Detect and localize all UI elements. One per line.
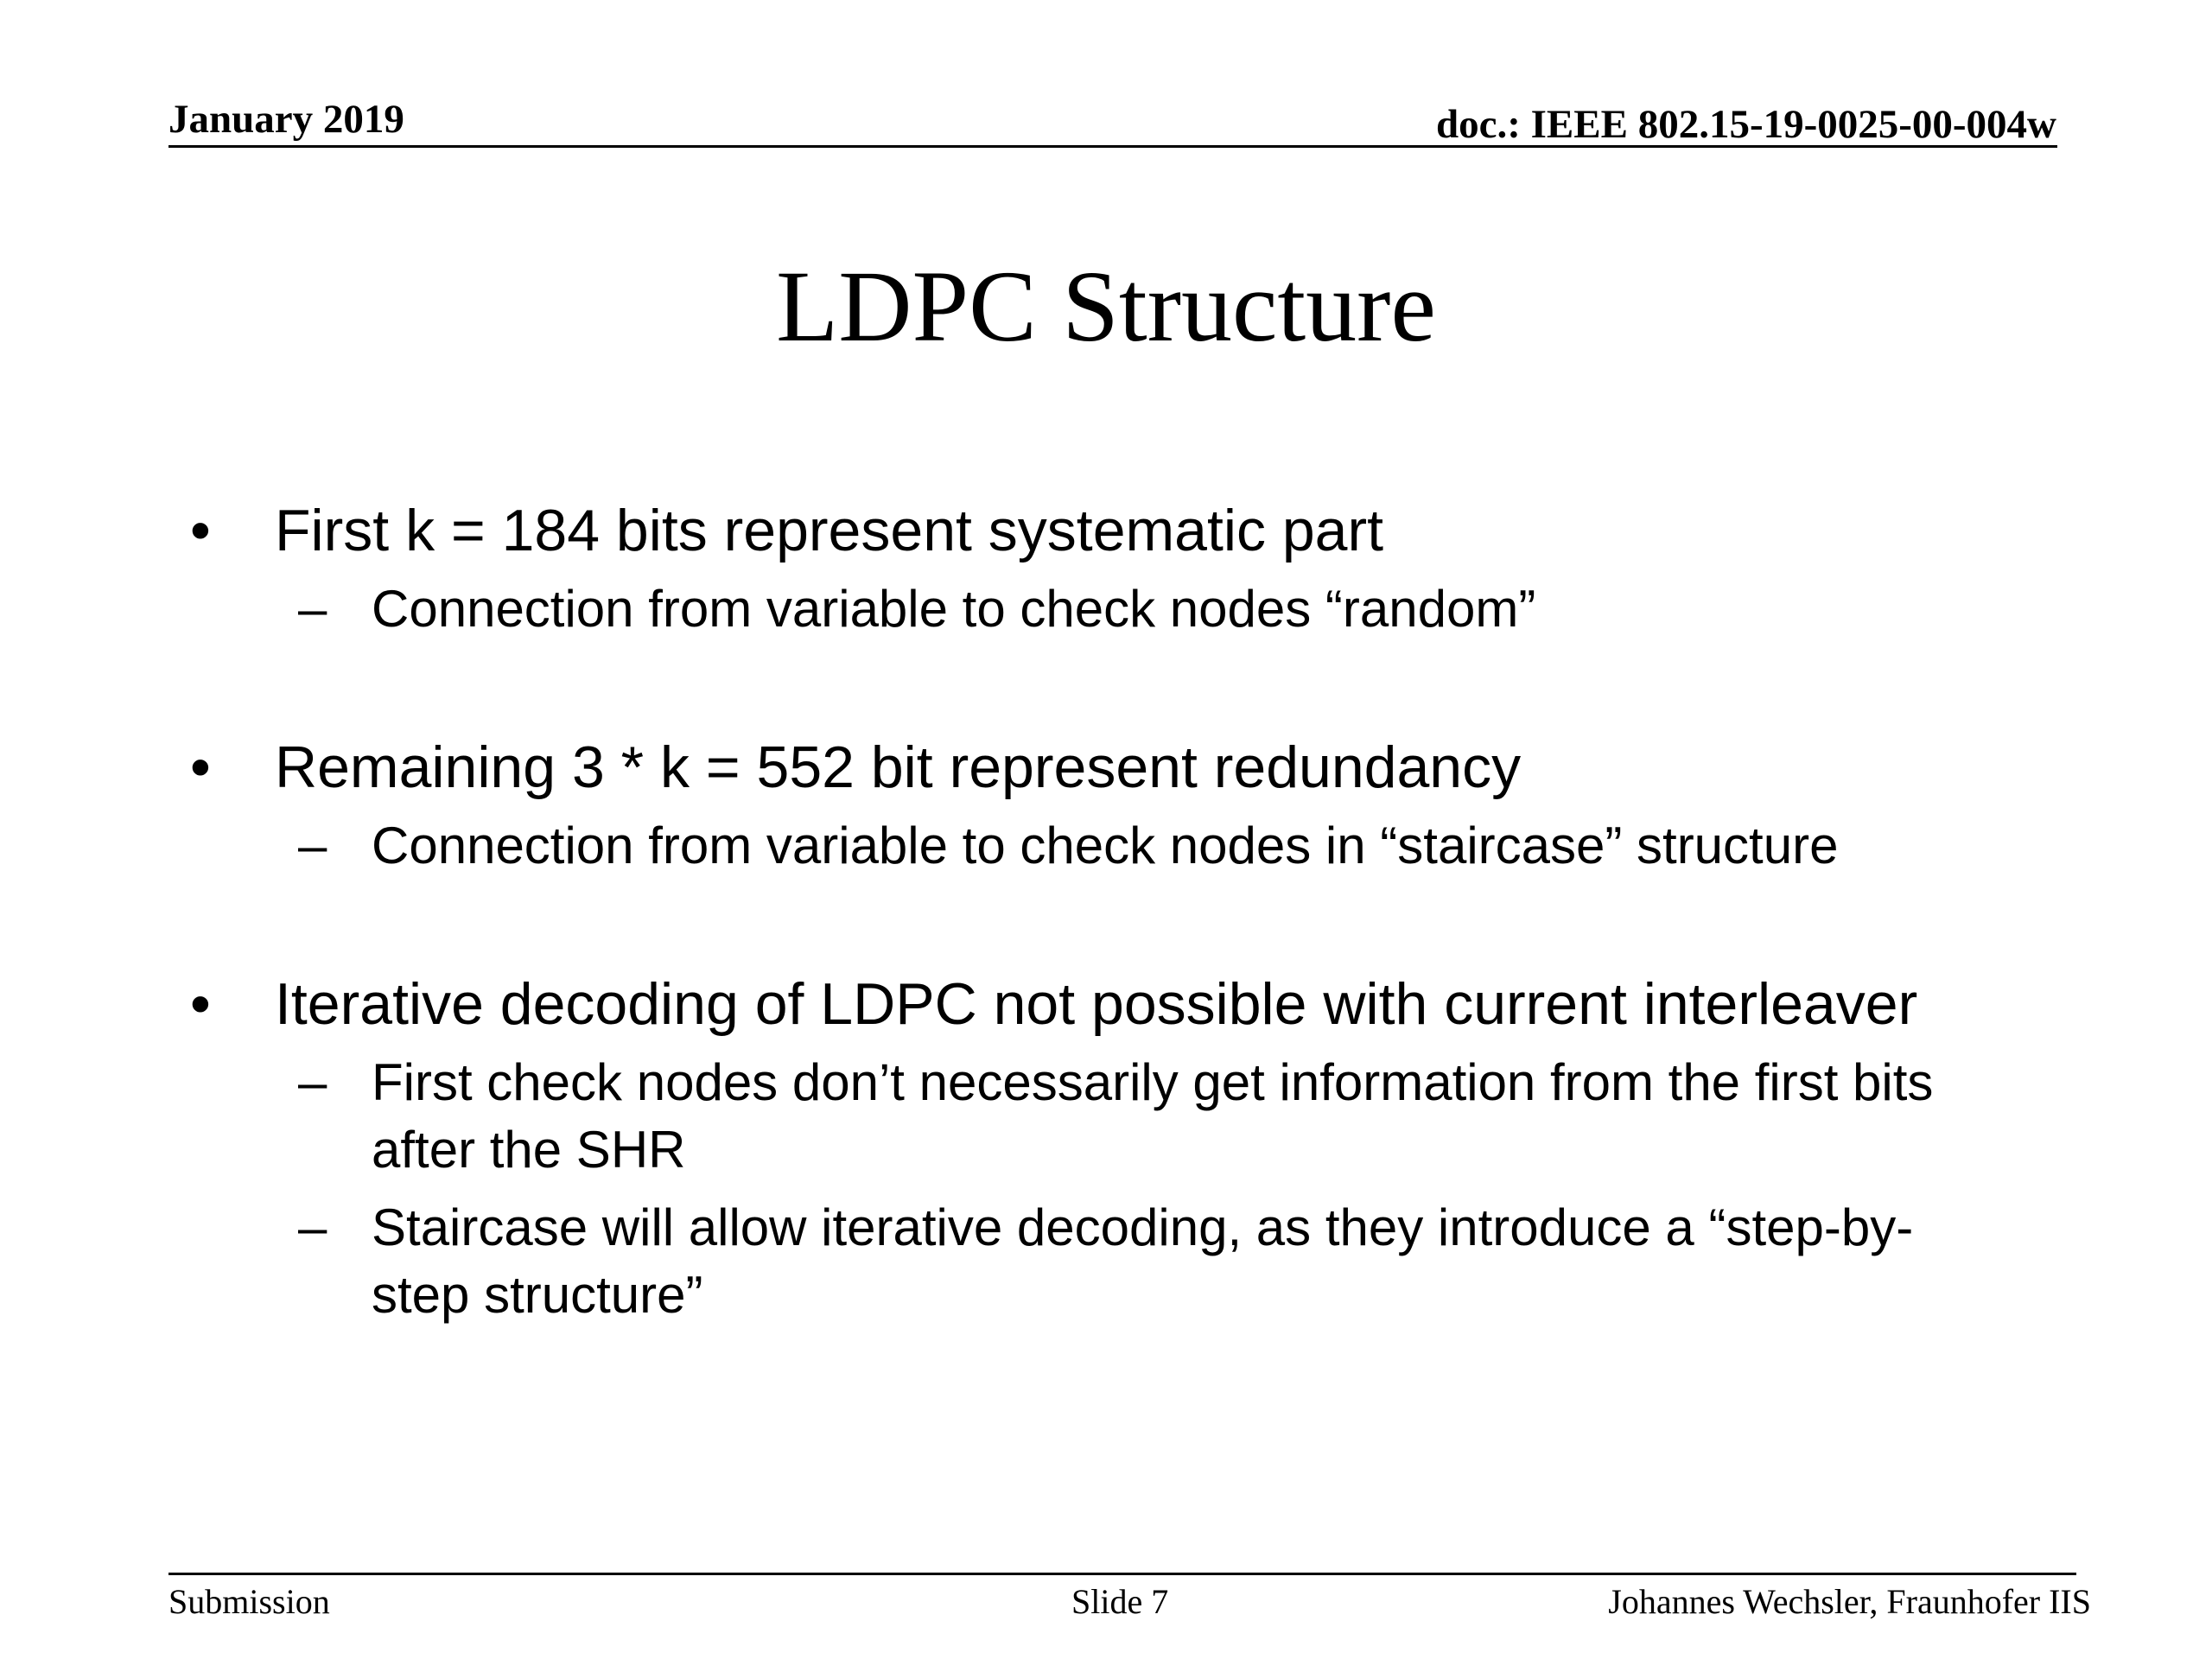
sub-bullet-item bbox=[181, 1194, 1970, 1329]
bullet-block bbox=[181, 729, 2082, 880]
bullet-block bbox=[181, 966, 2082, 1329]
bullet-marker: • bbox=[190, 734, 211, 800]
sub-bullet-marker: – bbox=[298, 1053, 327, 1111]
bullet-marker: • bbox=[190, 498, 211, 563]
bullet-block bbox=[181, 493, 2082, 643]
footer-slide-number: Slide 7 bbox=[1071, 1582, 1169, 1621]
bullet-text: First k = 184 bits represent systematic part bbox=[275, 498, 1384, 563]
header-doc-id: doc.: IEEE 802.15-19-0025-00-004w bbox=[1435, 102, 2056, 147]
sub-bullet-text: First check nodes don’t necessarily get information from the first bits after the SHR bbox=[372, 1053, 1934, 1179]
header-date: January 2019 bbox=[168, 97, 404, 142]
footer-submission: Submission bbox=[168, 1582, 330, 1621]
bullet-item bbox=[181, 493, 2082, 569]
bullet-text: Remaining 3 * k = 552 bit represent redundancy bbox=[275, 734, 1522, 800]
footer-divider bbox=[168, 1573, 2076, 1575]
header-divider bbox=[168, 145, 2057, 148]
sub-bullet-text: Staircase will allow iterative decoding, as they introduce a “step-by-step structure” bbox=[372, 1198, 1914, 1324]
slide-body bbox=[181, 493, 2082, 1329]
sub-bullet-text: Connection from variable to check nodes in “staircase” structure bbox=[372, 817, 1839, 874]
bullet-marker: • bbox=[190, 971, 211, 1037]
bullet-item bbox=[181, 966, 2082, 1042]
footer-author: Johannes Wechsler, Fraunhofer IIS bbox=[1608, 1582, 2091, 1621]
sub-bullet-item bbox=[181, 812, 1970, 880]
bullet-item bbox=[181, 729, 2082, 805]
sub-bullet-marker: – bbox=[298, 1198, 327, 1256]
sub-bullet-item bbox=[181, 1049, 1970, 1184]
sub-bullet-marker: – bbox=[298, 580, 327, 638]
sub-bullet-item bbox=[181, 575, 1970, 643]
sub-bullet-marker: – bbox=[298, 817, 327, 874]
bullet-text: Iterative decoding of LDPC not possible with current interleaver bbox=[275, 971, 1918, 1037]
slide-title: LDPC Structure bbox=[776, 250, 1436, 363]
sub-bullet-text: Connection from variable to check nodes “random” bbox=[372, 580, 1536, 638]
